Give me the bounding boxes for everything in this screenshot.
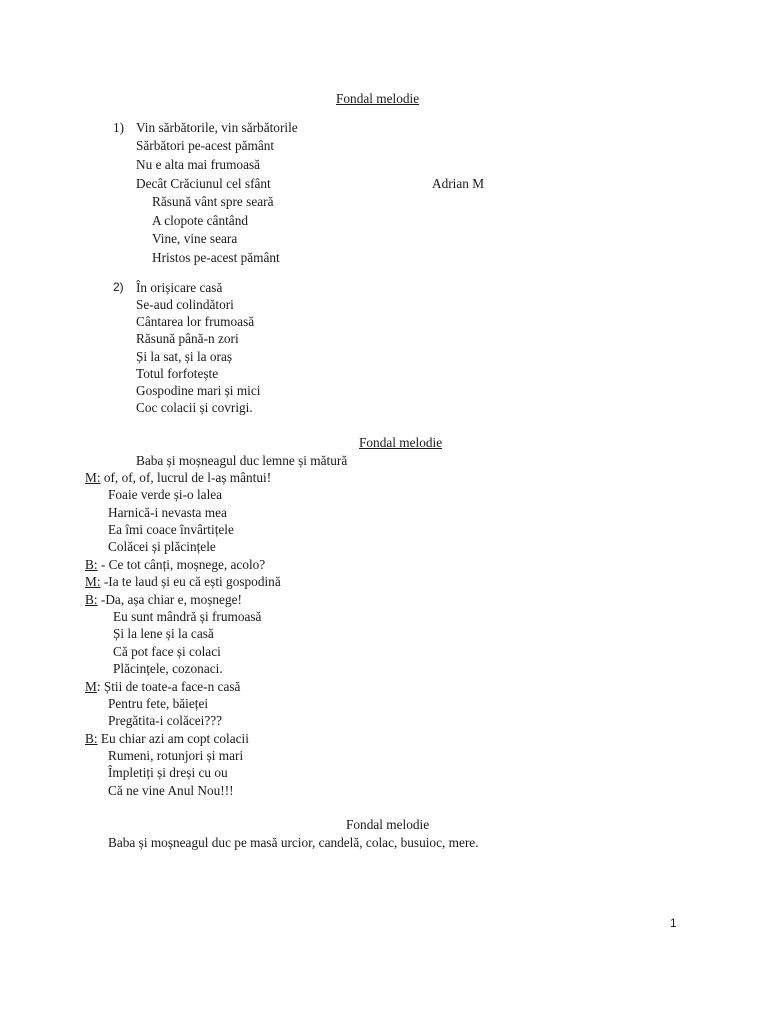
dialogue-cont: Pentru fete, băieței — [108, 696, 209, 711]
dialogue-cont: Colăcei și plăcințele — [108, 539, 216, 554]
heading-fondal-melodie-3: Fondal melodie — [346, 817, 430, 832]
dialogue-cont: Că pot face și colaci — [113, 644, 221, 659]
dialogue-cont: Harnică-i nevasta mea — [108, 505, 227, 520]
author-name: Adrian M — [432, 176, 485, 191]
stanza2-line: Cântarea lor frumoasă — [136, 314, 255, 329]
stanza2-line: Gospodine mari și mici — [136, 383, 261, 398]
heading-fondal-melodie-1: Fondal melodie — [336, 91, 420, 106]
dialogue-text: : Știi de toate-a face-n casă — [96, 679, 241, 694]
heading-fondal-melodie-2: Fondal melodie — [359, 435, 443, 450]
dialogue-cont: Și la lene și la casă — [113, 626, 214, 641]
dialogue-cont: Ea îmi coace învârtițele — [108, 522, 234, 537]
speaker-label: B: — [85, 557, 98, 572]
dialogue-cont: Că ne vine Anul Nou!!! — [108, 783, 234, 798]
stanza1-line: Nu e alta mai frumoasă — [136, 157, 261, 172]
stanza-number-2: 2) — [113, 280, 124, 294]
dialogue-cont: Foaie verde și-o lalea — [108, 487, 223, 502]
dialogue-cont: Eu sunt mândră și frumoasă — [113, 609, 262, 624]
stanza1-line: Vin sărbătorile, vin sărbătorile — [136, 120, 298, 135]
speaker-label: B: — [85, 592, 98, 607]
dialogue-text: -Ia te laud și eu că ești gospodină — [100, 574, 281, 589]
stanza2-line: Răsună până-n zori — [136, 331, 239, 346]
dialogue-cont: Plăcințele, cozonaci. — [113, 661, 223, 676]
stanza1-indented-line: Răsună vânt spre seară — [152, 194, 274, 209]
stanza2-line: Se-aud colindători — [136, 297, 234, 312]
dialogue-line — [85, 575, 281, 588]
stanza1-indented-line: A clopote cântând — [152, 213, 248, 228]
dialogue-line — [85, 593, 242, 606]
page-number: 1 — [670, 916, 677, 930]
stanza2-line: Și la sat, și la oraș — [136, 349, 233, 364]
stanza1-line: Sărbători pe-acest pământ — [136, 138, 275, 153]
stanza1-indented-line: Vine, vine seara — [152, 231, 238, 246]
stanza1-line: Decât Crăciunul cel sfânt — [136, 176, 271, 191]
stanza2-line: În orișicare casă — [136, 280, 223, 295]
dialogue-line — [85, 471, 271, 484]
stanza1-indented-line: Hristos pe-acest pământ — [152, 250, 280, 265]
dialogue-cont: Împletiți și dreși cu ou — [108, 765, 228, 780]
dialogue-text: -Da, așa chiar e, moșnege! — [97, 592, 242, 607]
speaker-label: M: — [85, 470, 101, 485]
dialogue-line — [85, 680, 240, 693]
dialogue-line — [85, 558, 265, 571]
stage-direction-1: Baba și moșneagul duc lemne și mătură — [136, 453, 348, 468]
stanza2-line: Totul forfotește — [136, 366, 219, 381]
speaker-label: M — [85, 679, 97, 694]
dialogue-cont: Rumeni, rotunjori și mari — [108, 748, 244, 763]
dialogue-line — [85, 732, 249, 745]
stage-direction-2: Baba și moșneagul duc pe masă urcior, candelă, colac, busuioc, mere. — [108, 835, 479, 850]
stanza2-line: Coc colacii și covrigi. — [136, 400, 253, 415]
stanza-number-1: 1) — [113, 120, 125, 135]
dialogue-text: Eu chiar azi am copt colacii — [97, 731, 249, 746]
dialogue-cont: Pregătita-i colăcei??? — [108, 713, 223, 728]
dialogue-text: - Ce tot cânți, moșnege, acolo? — [97, 557, 266, 572]
dialogue-text: of, of, of, lucrul de l-aș mântui! — [100, 470, 272, 485]
speaker-label: M: — [85, 574, 101, 589]
speaker-label: B: — [85, 731, 98, 746]
